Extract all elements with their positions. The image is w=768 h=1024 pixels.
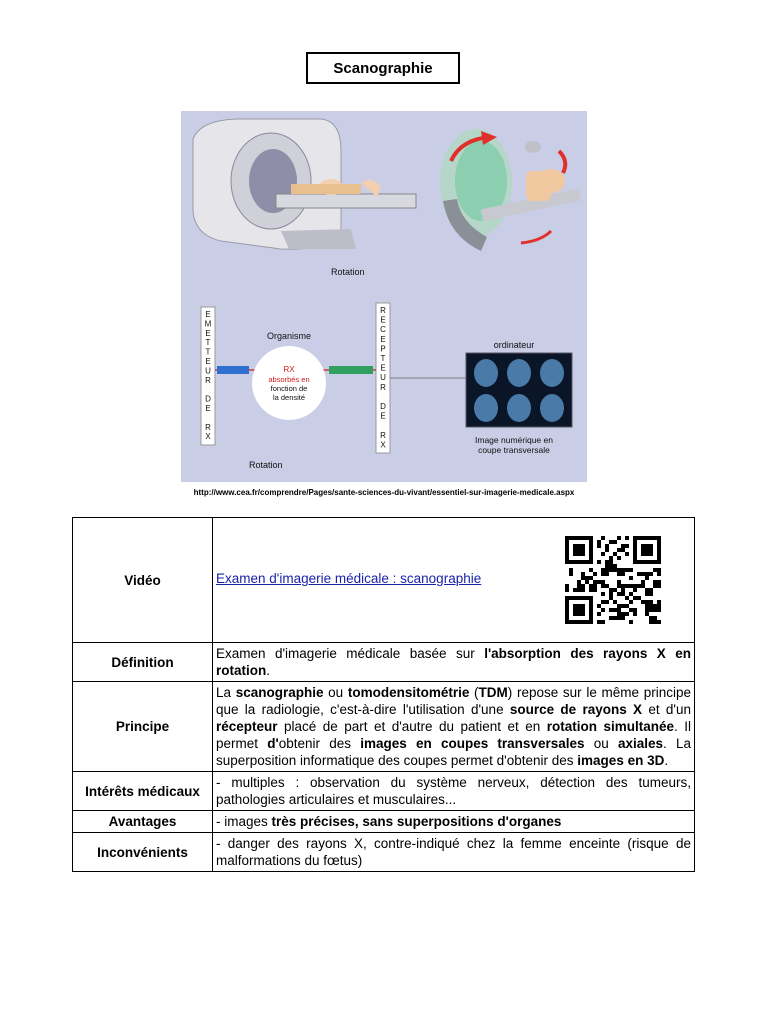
avantages-text-b: très précises, sans superpositions d'organes	[271, 814, 562, 829]
qr-module	[653, 604, 657, 608]
qr-module	[613, 564, 617, 568]
qr-module	[625, 568, 629, 572]
qr-module	[641, 580, 645, 584]
qr-module	[657, 584, 661, 588]
qr-module	[609, 608, 613, 612]
video-label: Vidéo	[73, 518, 213, 643]
vertical-letter: E	[380, 363, 386, 373]
qr-module	[633, 596, 637, 600]
qr-module	[609, 596, 613, 600]
qr-module	[633, 608, 637, 612]
qr-module	[581, 584, 585, 588]
qr-module	[605, 548, 609, 552]
qr-module	[649, 600, 653, 604]
qr-module	[593, 580, 597, 584]
qr-module	[657, 620, 661, 624]
qr-module	[569, 572, 573, 576]
qr-module	[569, 568, 573, 572]
qr-module	[621, 544, 625, 548]
table-row-video	[73, 518, 695, 643]
qr-module	[617, 608, 621, 612]
qr-module	[625, 596, 629, 600]
vertical-letter: M	[204, 319, 212, 329]
qr-module	[629, 608, 633, 612]
qr-module	[573, 604, 585, 616]
qr-module	[605, 584, 609, 588]
inconvenients-text: - danger des rayons X, contre-indiqué chez la femme enceinte (risque de malformations du fœtus)	[213, 833, 695, 872]
qr-module	[601, 580, 605, 584]
qr-module	[645, 588, 649, 592]
vertical-letter: P	[380, 344, 386, 354]
qr-module	[653, 608, 657, 612]
qr-module	[645, 572, 649, 576]
rotation-top-label: Rotation	[331, 267, 365, 277]
qr-module	[601, 592, 605, 596]
qr-module	[621, 584, 625, 588]
qr-module	[657, 600, 661, 604]
table-row-inconvenients	[73, 833, 695, 872]
video-link[interactable]: Examen d'imagerie médicale : scanographie	[216, 571, 482, 586]
qr-module	[641, 600, 645, 604]
qr-module	[649, 608, 653, 612]
principe-part: . Il permet	[216, 719, 691, 751]
qr-module	[633, 588, 637, 592]
qr-module	[593, 572, 597, 576]
qr-module	[625, 552, 629, 556]
qr-module	[601, 608, 605, 612]
qr-module	[633, 612, 637, 616]
principe-bold: d'	[267, 736, 279, 751]
principe-bold: source de rayons X	[509, 702, 643, 717]
qr-module	[617, 612, 621, 616]
qr-code-icon[interactable]	[565, 536, 661, 624]
qr-module	[605, 544, 609, 548]
qr-module	[585, 580, 589, 584]
qr-module	[629, 576, 633, 580]
qr-module	[649, 616, 653, 620]
qr-module	[625, 544, 629, 548]
inconvenients-label: Inconvénients	[73, 833, 213, 872]
vertical-letter: E	[205, 357, 211, 366]
vertical-letter: E	[380, 411, 386, 421]
qr-module	[597, 544, 601, 548]
qr-module	[605, 564, 609, 568]
organism-label: Organisme	[266, 331, 312, 341]
scanner-machine-image	[193, 119, 416, 249]
qr-module	[605, 600, 609, 604]
vertical-letter: C	[380, 325, 386, 335]
page-title: Scanographie	[306, 52, 460, 84]
qr-module	[617, 592, 621, 596]
qr-module	[605, 560, 609, 564]
qr-module	[621, 616, 625, 620]
absorbed-line-2: fonction de	[270, 384, 308, 393]
qr-module	[597, 612, 601, 616]
qr-module	[617, 556, 621, 560]
principe-part: obtenir des	[278, 736, 361, 751]
computer-label: ordinateur	[493, 340, 535, 350]
qr-module	[653, 584, 657, 588]
vertical-letter: R	[205, 422, 211, 432]
qr-module	[617, 568, 621, 572]
qr-module	[653, 620, 657, 624]
qr-module	[657, 568, 661, 572]
qr-module	[613, 568, 617, 572]
qr-module	[649, 620, 653, 624]
qr-module	[645, 600, 649, 604]
principe-bold: récepteur	[216, 719, 278, 734]
qr-module	[613, 608, 617, 612]
qr-module	[617, 548, 621, 552]
avantages-label: Avantages	[73, 811, 213, 833]
qr-module	[589, 568, 593, 572]
absorbed-line-3: la densité	[272, 393, 306, 402]
qr-module	[625, 536, 629, 540]
qr-module	[629, 592, 633, 596]
qr-module	[573, 544, 585, 556]
qr-module	[637, 572, 641, 576]
qr-module	[577, 588, 581, 592]
video-cell	[213, 518, 695, 643]
rotating-gantry-image	[440, 129, 581, 251]
qr-module	[657, 608, 661, 612]
qr-module	[625, 612, 629, 616]
qr-module	[641, 584, 645, 588]
qr-module	[601, 572, 605, 576]
table-row-interets	[73, 772, 695, 811]
qr-module	[601, 584, 605, 588]
qr-module	[645, 608, 649, 612]
qr-module	[649, 592, 653, 596]
avantages-text-a: - images	[216, 814, 272, 829]
qr-module	[609, 540, 613, 544]
qr-module	[621, 572, 625, 576]
qr-module	[613, 540, 617, 544]
qr-module	[577, 580, 581, 584]
principe-bold: axiales	[617, 736, 664, 751]
image-caption-line-1: Image numérique en	[475, 435, 553, 445]
qr-module	[597, 604, 601, 608]
qr-module	[609, 588, 613, 592]
qr-module	[589, 584, 593, 588]
definition-text-c: .	[266, 663, 271, 678]
qr-module	[657, 580, 661, 584]
table-row-principe	[73, 682, 695, 772]
qr-module	[621, 604, 625, 608]
qr-module	[597, 620, 601, 624]
qr-module	[597, 580, 601, 584]
qr-module	[629, 568, 633, 572]
qr-module	[601, 536, 605, 540]
qr-module	[581, 576, 585, 580]
vertical-letter: E	[380, 334, 386, 344]
principe-bold: scanographie	[235, 685, 324, 700]
qr-module	[629, 600, 633, 604]
qr-module	[589, 588, 593, 592]
qr-module	[613, 616, 617, 620]
qr-module	[609, 616, 613, 620]
vertical-letter: E	[205, 404, 211, 413]
qr-module	[597, 560, 601, 564]
vertical-letter: U	[205, 366, 211, 376]
qr-module	[621, 548, 625, 552]
qr-module	[593, 588, 597, 592]
absorbed-line-1: absorbés en	[268, 375, 310, 384]
qr-module	[613, 588, 617, 592]
qr-module	[573, 588, 577, 592]
interets-text: - multiples : observation du système nerveux, détection des tumeurs, pathologies articulaires et musculaires...	[213, 772, 695, 811]
qr-module	[625, 604, 629, 608]
qr-module	[605, 572, 609, 576]
principe-part: placé de part et d'autre du patient et en	[277, 719, 547, 734]
table-row-definition	[73, 643, 695, 682]
qr-module	[645, 592, 649, 596]
principe-bold: rotation simultanée	[546, 719, 675, 734]
vertical-letter: R	[205, 375, 211, 385]
definition-label: Définition	[73, 643, 213, 682]
qr-module	[613, 552, 617, 556]
vertical-letter: T	[205, 338, 211, 348]
qr-module	[577, 584, 581, 588]
vertical-letter: X	[205, 432, 211, 442]
vertical-letter: T	[205, 347, 211, 357]
qr-module	[637, 596, 641, 600]
qr-module	[617, 536, 621, 540]
vertical-letter: R	[380, 306, 386, 315]
principe-part: ou	[323, 685, 348, 700]
qr-module	[565, 584, 569, 588]
qr-module	[637, 584, 641, 588]
info-table	[72, 517, 695, 872]
vertical-letter: T	[380, 354, 386, 363]
qr-module	[633, 584, 637, 588]
vertical-letter: X	[380, 440, 386, 450]
qr-module	[601, 568, 605, 572]
qr-module	[601, 600, 605, 604]
qr-module	[585, 576, 589, 580]
vertical-letter: R	[380, 430, 386, 440]
qr-module	[609, 568, 613, 572]
qr-module	[593, 584, 597, 588]
qr-module	[629, 620, 633, 624]
vertical-letter: E	[380, 315, 386, 325]
vertical-letter: E	[205, 328, 211, 338]
qr-module	[645, 612, 649, 616]
qr-module	[621, 592, 625, 596]
qr-module	[621, 588, 625, 592]
qr-module	[601, 620, 605, 624]
principe-part: et d'un	[642, 702, 691, 717]
principe-label: Principe	[73, 682, 213, 772]
principe-part: ou	[584, 736, 618, 751]
ct-scanner-illustration	[181, 111, 587, 482]
qr-module	[649, 572, 653, 576]
qr-module	[621, 568, 625, 572]
avantages-text	[213, 811, 695, 833]
qr-module	[597, 540, 601, 544]
principe-bold: TDM	[478, 685, 508, 700]
qr-module	[581, 572, 585, 576]
qr-module	[613, 600, 617, 604]
qr-module	[609, 592, 613, 596]
qr-module	[609, 556, 613, 560]
principe-part: La	[216, 685, 236, 700]
principe-part: ) repose sur le même principe que la radiologie, c'est-à-dire l'utilisation d'une	[216, 685, 691, 717]
qr-module	[645, 576, 649, 580]
qr-module	[653, 580, 657, 584]
qr-module	[617, 580, 621, 584]
qr-module	[617, 584, 621, 588]
qr-module	[625, 584, 629, 588]
source-url: http://www.cea.fr/comprendre/Pages/sante-sciences-du-vivant/essentiel-sur-imagerie-medicale.aspx	[193, 488, 575, 497]
qr-module	[581, 588, 585, 592]
interets-label: Intérêts médicaux	[73, 772, 213, 811]
definition-text-b: l'absorption des rayons X en rotation	[216, 646, 691, 678]
vertical-letter: E	[205, 310, 211, 319]
principe-text	[213, 682, 695, 772]
qr-module	[609, 560, 613, 564]
qr-module	[641, 572, 645, 576]
qr-module	[657, 572, 661, 576]
qr-module	[589, 576, 593, 580]
ct-scanner-diagram	[181, 111, 587, 482]
vertical-letter: D	[380, 402, 386, 411]
definition-text	[213, 643, 695, 682]
qr-module	[657, 604, 661, 608]
qr-module	[565, 588, 569, 592]
definition-text-a: Examen d'imagerie médicale basée sur	[216, 646, 485, 661]
qr-module	[621, 612, 625, 616]
principe-part: . La superposition informatique des coupes permet d'obtenir des	[216, 736, 692, 768]
qr-module	[653, 616, 657, 620]
principe-part: (	[469, 685, 479, 700]
vertical-letter: U	[380, 373, 386, 383]
image-caption-line-2: coupe transversale	[478, 445, 550, 455]
qr-module	[653, 568, 657, 572]
qr-module	[629, 584, 633, 588]
qr-module	[617, 616, 621, 620]
principe-bold: tomodensitométrie	[347, 685, 470, 700]
qr-module	[649, 588, 653, 592]
principe-part: .	[664, 753, 669, 768]
qr-module	[645, 604, 649, 608]
rotation-bottom-label: Rotation	[249, 460, 283, 470]
principe-bold: images en 3D	[577, 753, 665, 768]
qr-module	[641, 544, 653, 556]
vertical-letter: D	[205, 394, 211, 404]
qr-module	[617, 604, 621, 608]
qr-module	[605, 568, 609, 572]
rx-label: RX	[283, 365, 295, 374]
table-row-avantages	[73, 811, 695, 833]
principe-bold: images en coupes transversales	[360, 736, 585, 751]
qr-module	[649, 604, 653, 608]
vertical-letter: R	[380, 382, 386, 392]
qr-module	[601, 552, 605, 556]
qr-module	[609, 564, 613, 568]
qr-module	[617, 572, 621, 576]
